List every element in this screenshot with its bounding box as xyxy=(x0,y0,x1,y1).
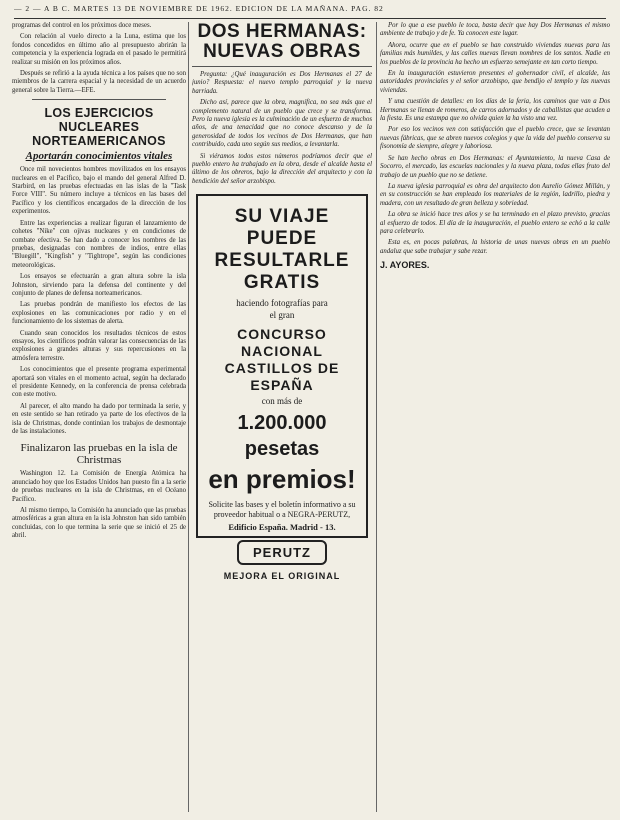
paragraph: Dicho así, parece que la obra, magnífica, no sea más que el complemento natural de un pueblo que crece y se transforma. Pero la nueva iglesia es la culminación de un esfuerzo de muchos años, de una tenacidad que no conoce descanso y de la generosidad de todos los vecinos de Dos Hermanas, que han contribuido, cada uno según sus medios, a levantarla. xyxy=(192,99,372,149)
paragraph: Las pruebas pondrán de manifiesto los efectos de las explosiones en las comunicaciones por radio y en el funcionamiento de los sistemas de alerta. xyxy=(12,301,186,326)
perutz-advertisement xyxy=(196,194,368,582)
ad-prizes: en premios! xyxy=(208,464,356,495)
column-left xyxy=(12,22,186,817)
paragraph: Se han hecho obras en Dos Hermanas: el Ayuntamiento, la nueva Casa de Socorro, el mercado, las escuelas nacionales y la nueva plaza, todas ellas fruto del trabajo de un pueblo que no se detiene. xyxy=(380,154,610,179)
paragraph: Los conocimientos que el presente programa experimental aportará son vitales en el momento actual, según ha declarado el presidente Kennedy, en la conferencia de prensa celebrada con este motivo. xyxy=(12,366,186,399)
column-middle xyxy=(192,22,372,817)
paragraph: Por eso los vecinos ven con satisfacción que el pueblo crece, que se levantan nuevas fábricas, que se abren nuevos colegios y que la vida del pueblo conserva su fisonomía de siempre, alegre y laboriosa. xyxy=(380,126,610,151)
divider xyxy=(32,99,166,100)
article-subtitle: Aportarán conocimientos vitales xyxy=(25,150,173,163)
column-rule xyxy=(376,22,377,812)
paragraph: Cuando sean conocidos los resultados técnicos de estos ensayos, los científicos podrán valorar las consecuencias de las explosiones a grandes alturas y sus repercusiones en la atmósfera terrestre. xyxy=(12,329,186,362)
ad-address: Edificio España. Madrid - 13. xyxy=(228,522,336,533)
paragraph: Y una cuestión de detalles: en los días de la feria, los caminos que van a Dos Hermanas se llenan de romeros, de carros adornados y de caballistas que acuden a la fiesta. Es una estampa que no olvida quien la ha visto una vez. xyxy=(380,98,610,123)
paragraph: Al mismo tiempo, la Comisión ha anunciado que las pruebas atmosféricas a gran altura en la isla Johnston han sido también concluidas, con lo que termina la serie que se inició el 25 de abril. xyxy=(12,507,186,540)
paragraph: Si viéramos todos estos números podríamos decir que el pueblo entero ha trabajado en la obra, desde el alcalde hasta el último de los obreros, bajo la dirección del arquitecto y con la bendición del señor arzobispo. xyxy=(192,152,372,185)
paragraph: La nueva iglesia parroquial es obra del arquitecto don Aurelio Gómez Millán, y en su construcción se han empleado los materiales de la región, ladrillo, piedra y madera, con un resultado de gran belleza y sobriedad. xyxy=(380,182,610,207)
ad-contest-name: CONCURSO NACIONAL CASTILLOS DE ESPAÑA xyxy=(224,326,340,394)
paragraph: programas del control en los próximos doce meses. xyxy=(12,22,152,29)
column-right xyxy=(380,22,610,817)
paragraph: La obra se inició hace tres años y se ha terminado en el plazo previsto, gracias al esfuerzo de todos. El día de la inauguración, el pueblo entero se echó a la calle para celebrarlo. xyxy=(380,211,610,235)
article-title-christmas: Finalizaron las pruebas en la isla de Christmas xyxy=(20,442,178,467)
ad-text: Solicite las bases y el boletín informativo a su proveedor habitual o a NEGRA-PERUTZ, xyxy=(208,500,356,520)
author-signature: J. AYORES. xyxy=(380,260,430,271)
paragraph: Los ensayos se efectuarán a gran altura sobre la isla Johnston, sirviendo para la defensa del continente y del conjunto de planes de defensa norteamericanos. xyxy=(12,273,186,297)
ad-subline: el gran xyxy=(269,310,295,321)
article-title-nuclear: LOS EJERCICIOS NUCLEARES NORTEAMERICANOS xyxy=(32,106,166,149)
perutz-logo: PERUTZ xyxy=(237,540,327,565)
ad-with-more: con más de xyxy=(261,396,303,407)
paragraph: Después se refirió a la ayuda técnica a los países que no son miembros de la carrera espacial y la necesidad de un acuerdo general sobre la Tierra.—EFE. xyxy=(12,70,186,94)
article-body-nuclear xyxy=(12,166,186,436)
ad-amount: 1.200.000 pesetas xyxy=(237,412,327,461)
paragraph: Washington 12. La Comisión de Energía Atómica ha anunciado hoy que los Estados Unidos han puesto fin a la serie de pruebas nucleares en la isla de Christmas, en el Océano Pacífico. xyxy=(12,470,186,503)
paragraph: Esta es, en pocas palabras, la historia de unas nuevas obras en un pueblo andaluz que sabe trabajar y sabe rezar. xyxy=(380,239,610,255)
paragraph: Entre las experiencias a realizar figuran el lanzamiento de cohetes "Nike" con ojivas nucleares y en condiciones de combate efectiva. Se han dado a conocer los nombres de las pruebas, designadas con nombres de indios, entre ellas "Bluegill", "Kingfish" y "Tightrope", según las condiciones meteorológicas. xyxy=(12,219,186,269)
divider xyxy=(192,66,372,67)
ad-headline: SU VIAJE PUEDE RESULTARLE GRATIS xyxy=(214,206,350,294)
paragraph: Por lo que a ese pueblo le toca, basta decir que hay Dos Hermanas el mismo ambiente de trabajo y de fe. Ya conocen este lugar. xyxy=(380,22,610,38)
page-header: — 2 — A B C. MARTES 13 DE NOVIEMBRE DE 1962. EDICION DE LA MAÑANA. PAG. 82 xyxy=(14,4,606,19)
paragraph: En la inauguración estuvieron presentes el gobernador civil, el alcalde, las autoridades provinciales y el señor arzobispo, que bendijo el templo y las nuevas viviendas. xyxy=(380,70,610,94)
ad-subline: haciendo fotografías para xyxy=(236,298,328,309)
paragraph: Ahora, ocurre que en el pueblo se han construido viviendas nuevas para las familias más humildes, y las calles nuevas llevan nombres de los santos. Nadie en los pueblos de la provincia ha hecho un esfuerzo semejante en tan corto tiempo. xyxy=(380,41,610,66)
paragraph: Al parecer, el alto mando ha dado por terminada la serie, y en este sentido se han retirado ya parte de los efectivos de la isla de Christmas, donde continúan los trabajos de desmontaje de las instalaciones. xyxy=(12,402,186,436)
article-title-dos-hermanas: DOS HERMANAS: NUEVAS OBRAS xyxy=(197,22,367,62)
article-lead: Pregunta: ¿Qué inauguración es Dos Hermanas el 27 de junio? Respuesta: el nuevo templo parroquial y la nueva barriada. xyxy=(192,71,372,95)
ad-motto: MEJORA EL ORIGINAL xyxy=(223,571,341,582)
column-rule xyxy=(188,22,189,812)
paragraph: Once mil novecientos hombres movilizados en los ensayos nucleares en el Pacífico, bajo el mando del general Alfred D. Starbird, en las pruebas efectuadas en las islas de la "Task Force VIII". Su número incluye a técnicos en las bases del Pacífico y los científicos encargados de la dirección de los experimentos. xyxy=(12,166,186,216)
article-body-christmas xyxy=(12,470,186,540)
top-paragraphs xyxy=(12,22,186,95)
paragraph: Con relación al vuelo directo a la Luna, estima que los fondos concedidos en último año al presupuesto abrirán la competencia y la experiencia lograda en el pasado le permitirá realizar su misión en los próximos años. xyxy=(12,33,186,66)
